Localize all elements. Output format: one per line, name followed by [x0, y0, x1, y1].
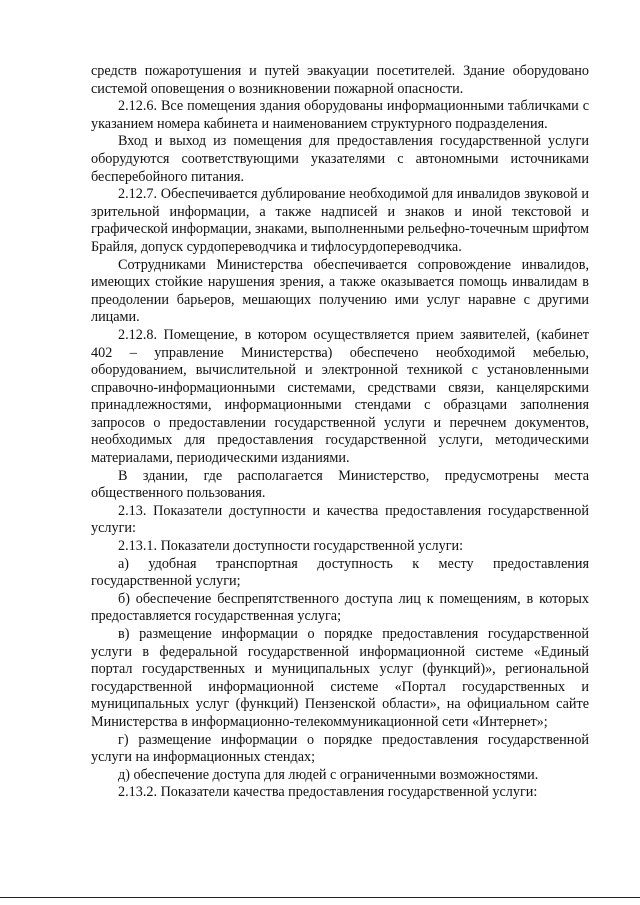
- paragraph-public-places: В здании, где располагается Министерство, предусмотрены места общественного пользования.: [91, 467, 589, 502]
- paragraph-2-13: 2.13. Показатели доступности и качества предоставления государственной услуги:: [91, 502, 589, 537]
- document-body: [91, 63, 589, 802]
- paragraph-entrance-exit: Вход и выход из помещения для предоставления государственной услуги оборудуются соответствующими указателями с автономными источниками бесперебойного питания.: [91, 133, 589, 185]
- paragraph-fire-safety-end: средств пожаротушения и путей эвакуации посетителей. Здание оборудовано системой оповещения о возникновении пожарной опасности.: [91, 63, 589, 97]
- paragraph-escort-disabled: Сотрудниками Министерства обеспечивается сопровождение инвалидов, имеющих стойкие нарушения зрения, а также оказывается помощь инвалидам в преодолении барьеров, мешающих получению ими услуг наравне с другими лицами.: [91, 256, 589, 326]
- page-bottom-divider: [0, 897, 640, 898]
- paragraph-2-13-2: 2.13.2. Показатели качества предоставления государственной услуги:: [118, 784, 538, 801]
- list-item-a: а) удобная транспортная доступность к месту предоставления государственной услуги;: [91, 555, 589, 590]
- list-item-b: б) обеспечение беспрепятственного доступа лиц к помещениям, в которых предоставляется государственная услуга;: [91, 590, 589, 625]
- list-item-v: в) размещение информации о порядке предоставления государственной услуги в федеральной государственной информационной системе «Единый портал государственных и муниципальных услуг (функций)», региональной государственной информационной системе «Портал государственных и муниципальных услуг (функций) Пензенской области», на официальном сайте Министерства в информационно-телекоммуникационной сети «Интернет»;: [91, 626, 589, 730]
- list-item-g: г) размещение информации о порядке предоставления государственной услуги на информационных стендах;: [91, 731, 589, 766]
- paragraph-2-12-7: 2.12.7. Обеспечивается дублирование необходимой для инвалидов звуковой и зрительной информации, а также надписей и знаков и иной текстовой и графической информации, знаками, выполненными рельефно-точечным шрифтом Брайля, допуск сурдопереводчика и тифлосурдопереводчика.: [91, 186, 589, 255]
- paragraph-2-12-8: 2.12.8. Помещение, в котором осуществляется прием заявителей, (кабинет 402 – управление Министерства) обеспечено необходимой мебелью, оборудованием, вычислительной и электронной техникой с установленными справочно-информационными системами, средствами связи, канцелярскими принадлежностями, информационными стендами с образцами заполнения запросов о предоставлении государственной услуги и перечнем документов, необходимых для предоставления государственной услуги, методическими материалами, периодическими изданиями.: [91, 326, 589, 467]
- paragraph-2-13-1: 2.13.1. Показатели доступности государственной услуги:: [118, 538, 464, 555]
- list-item-d: д) обеспечение доступа для людей с ограниченными возможностями.: [118, 766, 539, 783]
- paragraph-2-12-6: 2.12.6. Все помещения здания оборудованы информационными табличками с указанием номера кабинета и наименованием структурного подразделения.: [91, 98, 589, 132]
